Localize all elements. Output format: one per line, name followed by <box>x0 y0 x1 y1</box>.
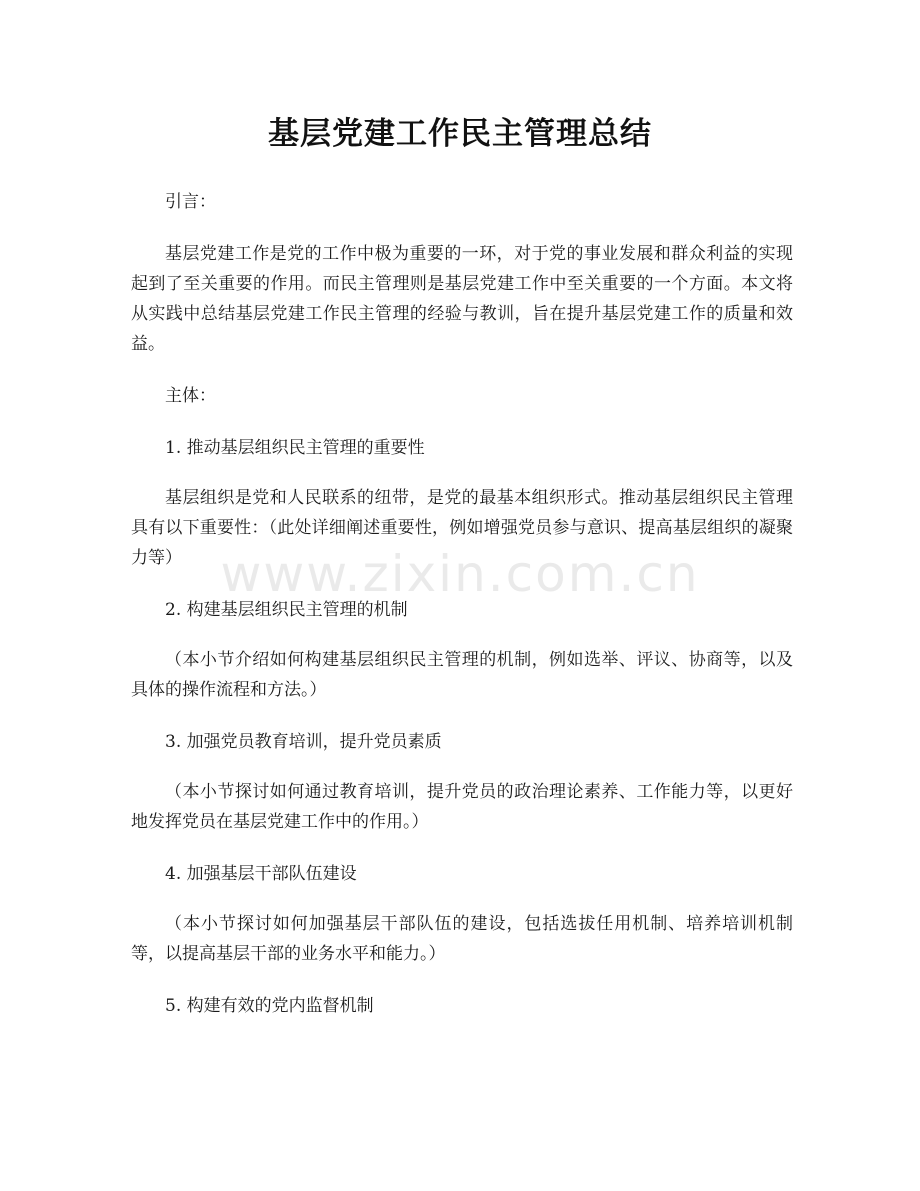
section-text-2: （本小节介绍如何构建基层组织民主管理的机制，例如选举、评议、协商等，以及具体的操作流程和方法。） <box>131 650 793 700</box>
paragraph-intro-text: 基层党建工作是党的工作中极为重要的一环，对于党的事业发展和群众利益的实现起到了至关重要的作用。而民主管理则是基层党建工作中至关重要的一个方面。本文将从实践中总结基层党建工作民主管理的经验与教训，旨在提升基层党建工作的质量和效益。 <box>131 244 793 354</box>
section-text-1: 基层组织是党和人民联系的纽带，是党的最基本组织形式。推动基层组织民主管理具有以下重要性：（此处详细阐述重要性，例如增强党员参与意识、提高基层组织的凝聚力等） <box>131 488 793 568</box>
section-heading-2: 2. 构建基层组织民主管理的机制 <box>165 600 408 620</box>
paragraph-body-heading: 主体： <box>165 386 216 406</box>
section-heading-4: 4. 加强基层干部队伍建设 <box>165 864 357 884</box>
document-title: 基层党建工作民主管理总结 <box>268 116 652 152</box>
section-text-4: （本小节探讨如何加强基层干部队伍的建设，包括选拔任用机制、培养培训机制等，以提高基层干部的业务水平和能力。） <box>131 914 793 964</box>
section-heading-1: 1. 推动基层组织民主管理的重要性 <box>165 438 425 458</box>
document-body <box>131 187 793 1043</box>
section-heading-5: 5. 构建有效的党内监督机制 <box>165 996 374 1016</box>
section-heading-3: 3. 加强党员教育培训，提升党员素质 <box>165 732 442 752</box>
section-text-3: （本小节探讨如何通过教育培训，提升党员的政治理论素养、工作能力等，以更好地发挥党员在基层党建工作中的作用。） <box>131 782 793 832</box>
paragraph-intro-heading: 引言： <box>165 192 216 212</box>
watermark: www.zixin.com.cn <box>220 545 700 603</box>
